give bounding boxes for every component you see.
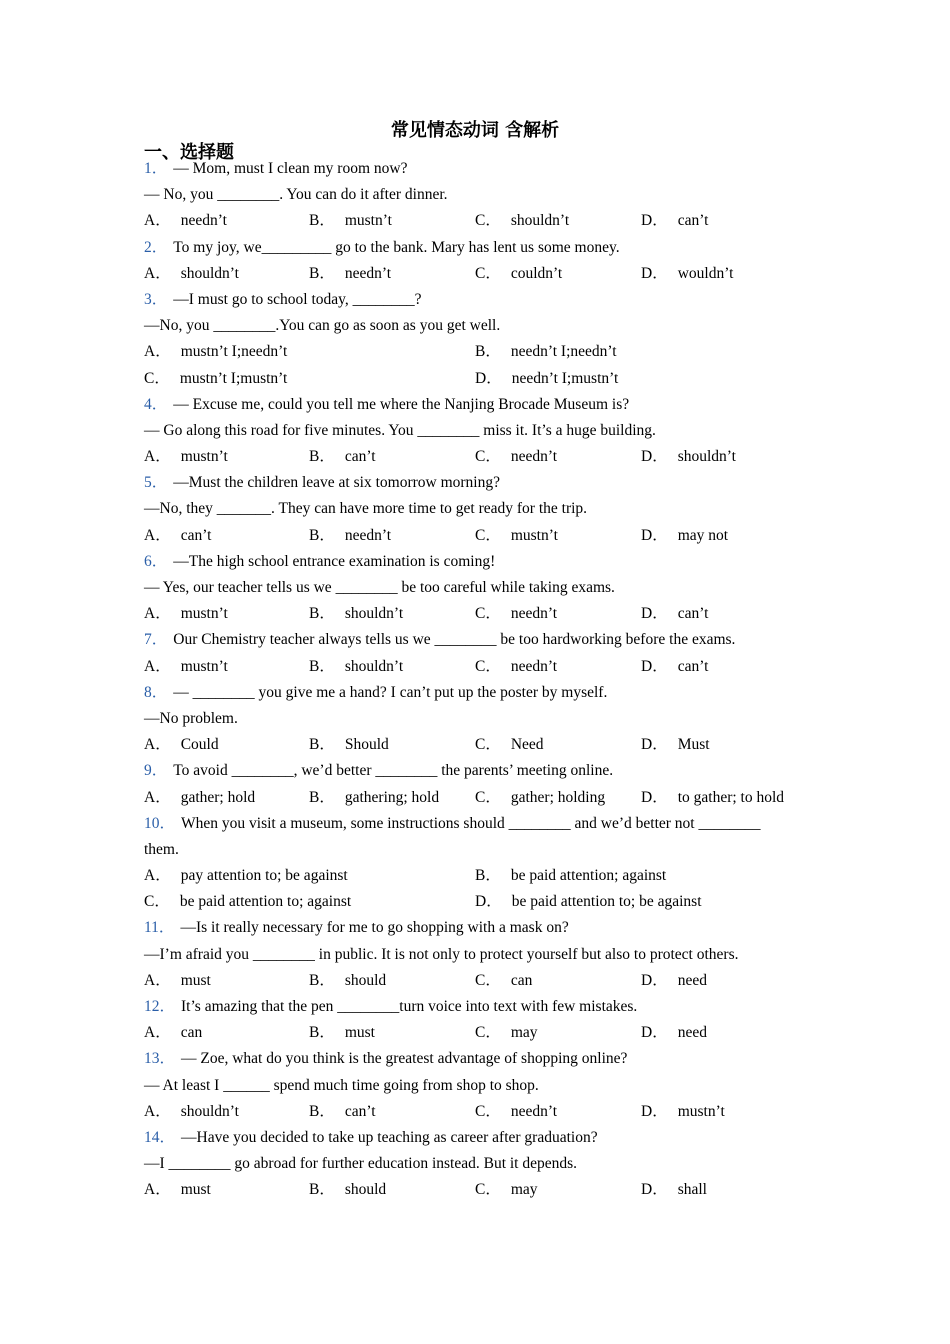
option-text: shouldn’t [344,657,404,675]
option-text: must [344,1024,375,1042]
option-b[interactable] [309,601,403,627]
option-c[interactable] [475,1020,538,1046]
option-c[interactable] [475,208,569,234]
option-text: can’t [677,212,709,230]
options-row [144,654,814,680]
option-letter: A． [144,264,171,282]
option-text: wouldn’t [677,264,734,282]
options-row [144,1099,814,1125]
question-number: 9． [144,762,168,780]
option-text: can’t [180,526,212,544]
option-a[interactable] [144,339,287,365]
option-d[interactable] [641,968,707,994]
option-letter: D． [641,448,668,466]
question-stem [144,915,814,941]
option-letter: C． [475,212,501,230]
question-number: 8． [144,683,168,701]
option-letter: A． [144,736,171,754]
option-letter: B． [309,736,335,754]
question-14 [144,1125,814,1204]
option-text: needn’t I;needn’t [510,343,617,361]
option-c[interactable] [475,968,532,994]
option-c[interactable] [475,444,557,470]
question-stem [144,549,814,575]
option-letter: D． [641,212,668,230]
document-title: 常见情态动词 含解析 [390,120,560,141]
option-text: to gather; to hold [677,788,785,806]
question-number: 7． [144,631,168,649]
question-stem [144,994,814,1020]
option-a[interactable] [144,208,227,234]
option-text: needn’t [344,526,392,544]
option-letter: D． [475,369,502,387]
option-letter: A． [144,212,171,230]
question-stem [144,680,814,706]
option-letter: D． [475,893,502,911]
option-letter: C． [475,448,501,466]
option-d[interactable] [641,785,784,811]
option-letter: C． [475,788,501,806]
option-c[interactable] [475,654,557,680]
question-2 [144,235,814,287]
question-text: —No problem. [144,709,238,727]
question-stem [144,1125,814,1151]
options-row [144,366,814,392]
options-row [144,1020,814,1046]
option-a[interactable] [144,1177,211,1203]
question-stem-continued [144,706,814,732]
question-5 [144,470,814,549]
option-a[interactable] [144,785,255,811]
option-a[interactable] [144,261,239,287]
question-7 [144,627,814,679]
option-text: can [180,1024,203,1042]
option-text: shouldn’t [677,448,736,466]
option-b[interactable] [309,1177,386,1203]
option-b[interactable] [309,444,376,470]
option-d[interactable] [641,1099,725,1125]
option-letter: D． [641,1102,668,1120]
question-number: 4． [144,395,168,413]
option-text: needn’t [510,1102,558,1120]
options-row [144,968,814,994]
option-text: shouldn’t [180,1102,239,1120]
option-b[interactable] [309,654,403,680]
option-letter: B． [309,448,335,466]
options-row [144,863,814,889]
question-text: —No, you ________.You can go as soon as you get well. [144,317,501,335]
option-c[interactable] [475,523,558,549]
option-b[interactable] [309,1099,376,1125]
option-b[interactable] [309,732,389,758]
question-stem [144,156,814,182]
option-letter: D． [641,657,668,675]
option-d[interactable] [641,261,733,287]
question-list [144,156,814,1204]
question-stem-continued [144,182,814,208]
option-letter: B． [309,526,335,544]
question-number: 2． [144,238,168,256]
option-a[interactable] [144,1020,202,1046]
question-text: It’s amazing that the pen ________turn voice into text with few mistakes. [181,998,638,1015]
option-letter: C． [475,971,501,989]
option-d[interactable] [641,523,728,549]
option-letter: C． [475,526,501,544]
question-9 [144,758,814,810]
option-text: needn’t [510,657,558,675]
question-number: 14． [144,1128,176,1146]
option-letter: B． [309,212,335,230]
option-text: must [180,1181,211,1199]
option-text: may not [677,526,729,544]
question-11 [144,915,814,994]
option-letter: D． [641,971,668,989]
option-text: can [510,971,533,989]
option-text: be paid attention to; be against [511,893,702,911]
question-number: 1． [144,160,168,177]
question-text: — At least I ______ spend much time going from shop to shop. [144,1076,539,1094]
option-text: need [677,1024,707,1042]
question-number: 10． [144,814,176,832]
option-a[interactable] [144,444,228,470]
question-stem [144,627,814,653]
question-10 [144,811,814,916]
option-letter: D． [641,264,668,282]
options-row [144,444,814,470]
option-letter: C． [475,736,501,754]
options-row [144,208,814,234]
option-letter: B． [309,1024,335,1042]
option-letter: D． [641,788,668,806]
option-text: mustn’t I;mustn’t [179,369,288,387]
option-d[interactable] [641,654,708,680]
option-letter: C． [475,264,501,282]
option-letter: A． [144,1102,171,1120]
question-text: — ________ you give me a hand? I can’t put up the poster by myself. [173,683,608,701]
question-stem [144,1046,814,1072]
option-d[interactable] [641,444,736,470]
option-text: needn’t [344,264,392,282]
question-text: —I must go to school today, ________? [173,290,422,308]
option-letter: D． [641,605,668,623]
option-a[interactable] [144,863,348,889]
question-text: — Yes, our teacher tells us we ________ be too careful while taking exams. [144,579,615,596]
option-text: needn’t [510,448,558,466]
question-stem-continued [144,942,814,968]
option-text: shouldn’t [510,212,570,230]
option-text: gathering; hold [344,788,440,806]
section-heading: 一、选择题 [144,142,234,163]
question-stem [144,235,814,261]
option-c[interactable] [144,889,351,915]
option-text: needn’t [180,212,227,230]
option-text: may [510,1181,538,1199]
option-letter: C． [475,657,501,675]
option-text: mustn’t I;needn’t [180,343,288,361]
option-a[interactable] [144,654,228,680]
option-letter: A． [144,343,171,361]
option-text: can’t [344,1102,376,1120]
option-c[interactable] [475,1099,557,1125]
option-letter: B． [309,605,335,623]
option-text: must [180,971,211,989]
question-stem-continued [144,496,814,522]
option-letter: A． [144,788,171,806]
option-letter: B． [309,657,335,675]
question-text: —Have you decided to take up teaching as career after graduation? [181,1128,598,1146]
options-row [144,261,814,287]
option-a[interactable] [144,1099,239,1125]
question-text: — No, you ________. You can do it after dinner. [144,186,448,204]
option-letter: A． [144,605,171,623]
option-letter: C． [475,1102,501,1120]
question-stem [144,758,814,784]
question-text: them. [144,840,179,858]
option-letter: C． [475,1181,501,1199]
option-a[interactable] [144,968,211,994]
question-number: 12． [144,998,176,1015]
option-letter: B． [309,971,335,989]
question-12 [144,994,814,1046]
option-b[interactable] [309,208,392,234]
question-number: 6． [144,552,168,570]
question-text: To avoid ________, we’d better ________ the parents’ meeting online. [173,762,614,780]
option-letter: A． [144,448,171,466]
question-text: — Zoe, what do you think is the greatest advantage of shopping online? [181,1050,628,1068]
option-c[interactable] [475,1177,538,1203]
option-d[interactable] [475,889,702,915]
question-number: 3． [144,290,168,308]
question-text: — Go along this road for five minutes. You ________ miss it. It’s a huge building. [144,421,656,439]
question-stem-continued [144,313,814,339]
option-b[interactable] [475,339,617,365]
option-letter: C． [475,605,501,623]
options-row [144,601,814,627]
option-text: mustn’t [677,1102,725,1120]
option-text: shall [677,1181,707,1199]
option-a[interactable] [144,732,219,758]
option-b[interactable] [309,968,386,994]
option-text: should [344,1181,387,1199]
option-c[interactable] [475,261,562,287]
option-c[interactable] [475,732,544,758]
option-letter: A． [144,971,171,989]
option-text: be paid attention; against [510,867,667,885]
options-row [144,523,814,549]
option-text: needn’t [510,605,558,623]
question-text: —The high school entrance examination is coming! [173,552,496,570]
option-text: mustn’t [510,526,558,544]
option-d[interactable] [641,1020,707,1046]
option-text: mustn’t [180,657,228,675]
option-text: may [510,1024,538,1042]
option-text: Need [510,736,544,754]
option-letter: B． [309,1181,335,1199]
option-letter: C． [144,369,170,387]
options-row [144,889,814,915]
option-text: can’t [344,448,376,466]
question-8 [144,680,814,759]
option-text: mustn’t [180,448,228,466]
option-d[interactable] [641,1177,707,1203]
question-stem-continued [144,1073,814,1099]
options-row [144,732,814,758]
question-text: —Must the children leave at six tomorrow morning? [173,474,500,492]
question-number: 5． [144,474,168,492]
option-letter: B． [309,788,335,806]
question-text: —No, they _______. They can have more time to get ready for the trip. [144,500,588,518]
question-number: 13． [144,1050,176,1068]
question-stem-continued [144,575,814,601]
question-stem [144,811,814,837]
option-text: need [677,971,707,989]
option-a[interactable] [144,601,228,627]
option-text: can’t [677,605,709,623]
option-text: mustn’t [180,605,228,623]
options-row [144,339,814,365]
question-text: —Is it really necessary for me to go shopping with a mask on? [180,919,569,937]
option-letter: B． [309,264,335,282]
question-6 [144,549,814,628]
option-b[interactable] [309,785,439,811]
option-text: gather; holding [510,788,606,806]
question-stem [144,470,814,496]
option-b[interactable] [309,1020,375,1046]
question-3 [144,287,814,392]
question-stem-continued [144,837,814,863]
question-text: —I ________ go abroad for further education instead. But it depends. [144,1155,578,1173]
option-letter: A． [144,1024,171,1042]
option-letter: D． [641,1024,668,1042]
option-b[interactable] [309,523,391,549]
option-text: shouldn’t [344,605,404,623]
question-text: — Mom, must I clean my room now? [173,160,408,177]
option-d[interactable] [475,366,618,392]
option-text: can’t [677,657,709,675]
option-letter: A． [144,657,171,675]
option-letter: C． [144,893,170,911]
option-letter: A． [144,1181,171,1199]
option-text: pay attention to; be against [180,867,348,885]
option-d[interactable] [641,732,710,758]
question-text: — Excuse me, could you tell me where the Nanjing Brocade Museum is? [173,395,630,413]
option-b[interactable] [475,863,666,889]
option-text: Could [180,736,219,754]
option-c[interactable] [475,601,557,627]
option-letter: B． [475,343,501,361]
option-text: mustn’t [344,212,392,230]
option-d[interactable] [641,208,708,234]
option-text: needn’t I;mustn’t [511,369,619,387]
question-text: —I’m afraid you ________ in public. It is not only to protect yourself but also to protect others. [144,945,739,963]
option-c[interactable] [475,785,605,811]
question-stem-continued [144,1151,814,1177]
question-stem [144,287,814,313]
option-letter: B． [475,867,501,885]
option-text: be paid attention to; against [179,893,352,911]
option-letter: A． [144,867,171,885]
question-4 [144,392,814,471]
question-text: When you visit a museum, some instructions should ________ and we’d better not ________ [181,814,761,832]
options-row [144,1177,814,1203]
question-stem [144,392,814,418]
question-text: Our Chemistry teacher always tells us we ________ be too hardworking before the exams. [173,631,736,649]
option-d[interactable] [641,601,708,627]
option-letter: D． [641,1181,668,1199]
option-letter: C． [475,1024,501,1042]
option-letter: A． [144,526,171,544]
option-text: gather; hold [180,788,256,806]
option-text: shouldn’t [180,264,239,282]
option-a[interactable] [144,523,211,549]
option-b[interactable] [309,261,391,287]
option-text: should [344,971,387,989]
option-letter: D． [641,736,668,754]
option-letter: D． [641,526,668,544]
option-letter: B． [309,1102,335,1120]
question-text: To my joy, we_________ go to the bank. Mary has lent us some money. [173,238,620,256]
options-row [144,785,814,811]
option-text: Should [344,736,389,754]
question-stem-continued [144,418,814,444]
question-13 [144,1046,814,1125]
option-text: couldn’t [510,264,563,282]
option-text: Must [677,736,710,754]
option-c[interactable] [144,366,287,392]
question-number: 11． [144,919,175,937]
question-1 [144,156,814,235]
